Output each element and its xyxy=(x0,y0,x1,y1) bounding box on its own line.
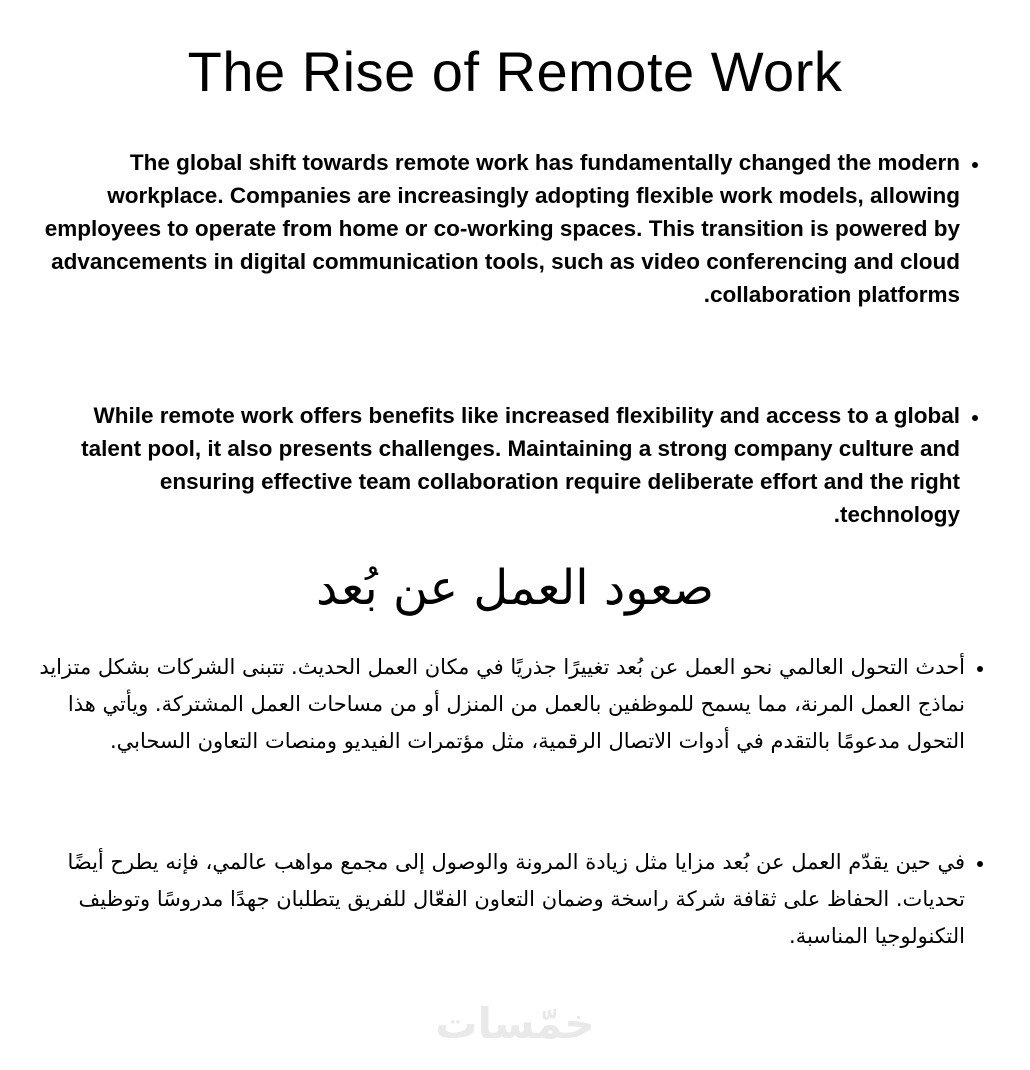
english-bullet-list xyxy=(34,146,1000,531)
arabic-bullet-item-2: • في حين يقدّم العمل عن بُعد مزايا مثل زيادة المرونة والوصول إلى مجمع مواهب عالمي، فإنه يطرح أيضًا تحديات. الحفاظ على ثقافة شركة راسخة وضمان التعاون الفعّال للفريق يتطلبان جهدًا مدروسًا وتوظيف التكنولوجيا المناسبة. xyxy=(8,844,965,955)
arabic-bullet-list xyxy=(8,649,1005,955)
document-canvas xyxy=(0,40,1030,1070)
english-bullet-item-1: • The global shift towards remote work has fundamentally changed the modern workplace. Companies are increasingly adopting flexible work models, allowing employees to operate from home or co-working spaces. This transition is powered by advancements in digital communication tools, such as video conferencing and cloud collaboration platforms. xyxy=(34,146,960,311)
english-bullet-item-2: • While remote work offers benefits like increased flexibility and access to a global talent pool, it also presents challenges. Maintaining a strong company culture and ensuring effective team collaboration require deliberate effort and the right technology. xyxy=(34,399,960,531)
khamsat-watermark: خمّسات xyxy=(435,998,595,1048)
arabic-bullet-item-1: • أحدث التحول العالمي نحو العمل عن بُعد تغييرًا جذريًا في مكان العمل الحديث. تتبنى الشركات بشكل متزايد نماذج العمل المرنة، مما يسمح للموظفين بالعمل من المنزل أو من مساحات العمل المشتركة. ويأتي هذا التحول مدعومًا بالتقدم في أدوات الاتصال الرقمية، مثل مؤتمرات الفيديو ومنصات التعاون السحابي. xyxy=(8,649,965,760)
document-page xyxy=(0,40,1030,1070)
arabic-title: صعود العمل عن بُعد xyxy=(316,560,714,617)
page-title: The Rise of Remote Work xyxy=(187,40,843,103)
